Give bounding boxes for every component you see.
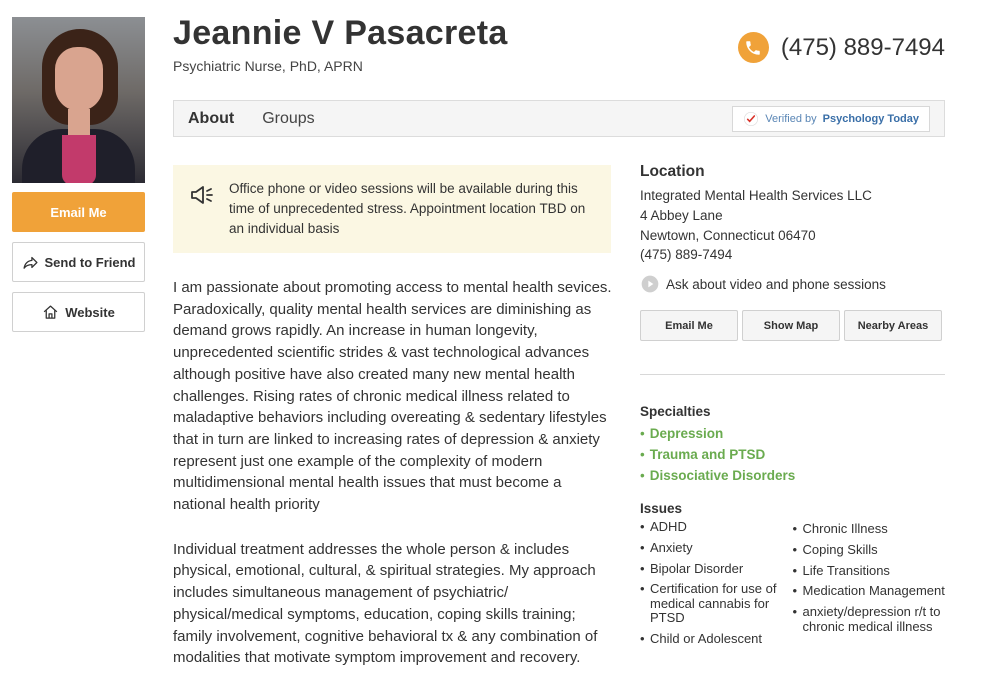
specialty-item[interactable]: • Depression	[640, 424, 945, 445]
profile-tabbar	[173, 100, 945, 137]
tab-groups[interactable]: Groups	[262, 109, 315, 127]
issue-item: • Bipolar Disorder	[640, 562, 793, 577]
bio	[173, 277, 613, 669]
issues-column-2	[793, 522, 946, 652]
tab-about[interactable]: About	[188, 109, 235, 127]
location-address	[640, 186, 945, 265]
location-buttons	[640, 310, 945, 341]
issue-item: • Certification for use of medical cannabis for PTSD	[640, 582, 793, 626]
issue-item: • Child or Adolescent	[640, 632, 793, 647]
header-phone[interactable]	[738, 32, 945, 63]
left-sidebar	[12, 17, 145, 332]
location-org: Integrated Mental Health Services LLC	[640, 188, 872, 203]
show-map-button[interactable]: Show Map	[742, 310, 840, 341]
bio-paragraph-1: I am passionate about promoting access to mental health sevices. Paradoxically, quality mental health services are diminishing as demand grows rapidly. An increase in human longevity, unprecedented scientific strides & vast technological advances although positive have also created many new mental health challenges. Rising rates of chronic medical illness related to maladaptive behaviors including overeating & sedentary lifestyles that in turn are linked to increasing rates of depression & anxiety represent just one example of the complexity of modern multidimensional mental health issues that must become a national health priority	[173, 279, 612, 514]
specialty-item[interactable]: • Trauma and PTSD	[640, 445, 945, 466]
nearby-areas-button[interactable]: Nearby Areas	[844, 310, 942, 341]
checkmark-seal-icon	[743, 111, 759, 127]
location-city: Newtown, Connecticut 06470	[640, 227, 816, 243]
home-icon	[42, 304, 59, 321]
issue-item: • Life Transitions	[793, 564, 946, 579]
section-divider	[640, 374, 945, 375]
covid-notice	[173, 165, 611, 253]
location-title: Location	[640, 163, 705, 180]
send-to-friend-label: Send to Friend	[44, 254, 136, 270]
issue-item: • ADHD	[640, 520, 793, 535]
bio-paragraph-2: Individual treatment addresses the whole person & includes physical, emotional, cultural, & spiritual strategies. My approach includes simultaneous management of psychiatric/ physical/medical symptoms, education, coping skills training; family involvement, cognitive behavioral tx & any combination of modalities that motivate symptom improvement and recovery.	[173, 540, 598, 667]
website-label: Website	[65, 304, 115, 320]
verified-brand: Psychology Today	[822, 113, 919, 125]
video-call-icon	[640, 274, 660, 294]
profile-credentials: Psychiatric Nurse, PhD, APRN	[173, 58, 363, 74]
location-phone[interactable]: (475) 889-7494	[640, 247, 733, 263]
send-to-friend-button[interactable]	[12, 242, 145, 282]
location-email-button[interactable]: Email Me	[640, 310, 738, 341]
notice-text: Office phone or video sessions will be available during this time of unprecedented stress. Appointment location TBD on an individual basis	[229, 181, 586, 236]
location-street: 4 Abbey Lane	[640, 207, 723, 223]
issue-item: • Coping Skills	[793, 543, 946, 558]
email-me-button[interactable]: Email Me	[12, 192, 145, 232]
issues-grid	[640, 520, 945, 652]
website-button[interactable]	[12, 292, 145, 332]
details-column	[640, 163, 945, 653]
megaphone-icon	[189, 183, 215, 207]
verified-prefix: Verified by	[765, 113, 817, 125]
video-sessions-note	[640, 274, 945, 294]
issues-title: Issues	[640, 501, 683, 517]
profile-photo	[12, 17, 145, 183]
specialties-list	[640, 424, 945, 486]
issue-item: • Medication Management	[793, 584, 946, 599]
issue-item: • Anxiety	[640, 541, 793, 556]
profile-name: Jeannie V Pasacreta	[173, 14, 508, 52]
phone-icon	[738, 32, 769, 63]
video-sessions-text: Ask about video and phone sessions	[666, 276, 886, 292]
specialties-title: Specialties	[640, 404, 711, 420]
issue-item: • anxiety/depression r/t to chronic medical illness	[793, 605, 946, 634]
specialty-item[interactable]: • Dissociative Disorders	[640, 466, 945, 487]
issue-item: • Chronic Illness	[793, 522, 946, 537]
verified-badge[interactable]	[732, 106, 930, 132]
share-arrow-icon	[22, 254, 39, 271]
issues-column-1	[640, 520, 793, 652]
phone-number: (475) 889-7494	[780, 33, 945, 61]
